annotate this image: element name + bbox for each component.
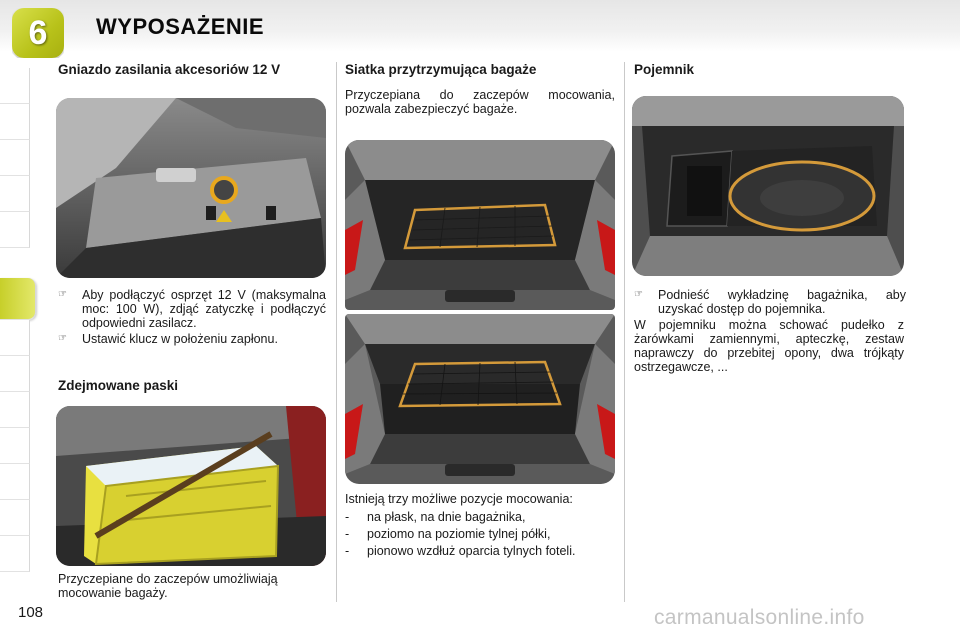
net-position-1: - na płask, na dnie bagażnika, (345, 510, 526, 524)
net-photo-floor (345, 140, 615, 310)
net-intro: Przyczepiana do zaczepów mocowania, pozwala zabezpieczyć bagaże. (345, 88, 615, 116)
straps-caption: Przyczepiane do zaczepów umożliwiają mocowanie bagaży. (58, 572, 278, 600)
straps-photo (56, 406, 326, 566)
socket-photo (56, 98, 326, 278)
chapter-tab-7[interactable] (0, 320, 30, 356)
column-divider-2 (624, 62, 625, 602)
pointing-hand-icon: ☞ (634, 289, 643, 300)
watermark: carmanualsonline.info (654, 606, 865, 629)
column-divider-1 (336, 62, 337, 602)
chapter-tab-5[interactable] (0, 212, 30, 248)
chapter-title: WYPOSAŻENIE (96, 14, 265, 39)
storage-photo (632, 96, 904, 276)
net-photo-shelf (345, 314, 615, 484)
socket-bullet-2: ☞ Ustawić klucz w położeniu zapłonu. (58, 332, 278, 346)
chapter-tab-11[interactable] (0, 464, 30, 500)
storage-heading: Pojemnik (634, 62, 695, 77)
chapter-tab-12[interactable] (0, 500, 30, 536)
chapter-tab-9[interactable] (0, 392, 30, 428)
net-positions-intro: Istnieją trzy możliwe pozycje mocowania: (345, 492, 573, 506)
socket-heading: Gniazdo zasilania akcesoriów 12 V (58, 62, 281, 77)
chapter-tab-8[interactable] (0, 356, 30, 392)
chapter-tab-4[interactable] (0, 176, 30, 212)
chapter-tab-6-active[interactable] (0, 278, 36, 320)
chapter-tab-13[interactable] (0, 536, 30, 572)
chapter-number: 6 (28, 14, 48, 52)
socket-bullet-1: ☞ Aby podłączyć osprzęt 12 V (maksymalna moc: 100 W), zdjąć zatyczkę i podłączyć odpowiedni zasilacz. (58, 288, 326, 330)
straps-heading: Zdejmowane paski (58, 378, 179, 393)
chapter-tab-strip (0, 68, 34, 574)
pointing-hand-icon: ☞ (58, 333, 67, 344)
pointing-hand-icon: ☞ (58, 289, 67, 300)
net-heading: Siatka przytrzymująca bagaże (345, 62, 537, 77)
chapter-tab-1[interactable] (0, 68, 30, 104)
chapter-tab-2[interactable] (0, 104, 30, 140)
net-position-3: - pionowo wzdłuż oparcia tylnych foteli. (345, 544, 576, 558)
page-number: 108 (18, 604, 44, 621)
net-position-2: - poziomo na poziomie tylnej półki, (345, 527, 551, 541)
storage-body: W pojemniku można schować pudełko z żarówkami zamiennymi, apteczkę, zestaw naprawczy do przebitej opony, dwa trójkąty ostrzegawcze, ... (634, 318, 904, 374)
chapter-tab-3[interactable] (0, 140, 30, 176)
storage-bullet-1: ☞ Podnieść wykładzinę bagażnika, aby uzyskać dostęp do pojemnika. (634, 288, 906, 316)
chapter-tab-10[interactable] (0, 428, 30, 464)
